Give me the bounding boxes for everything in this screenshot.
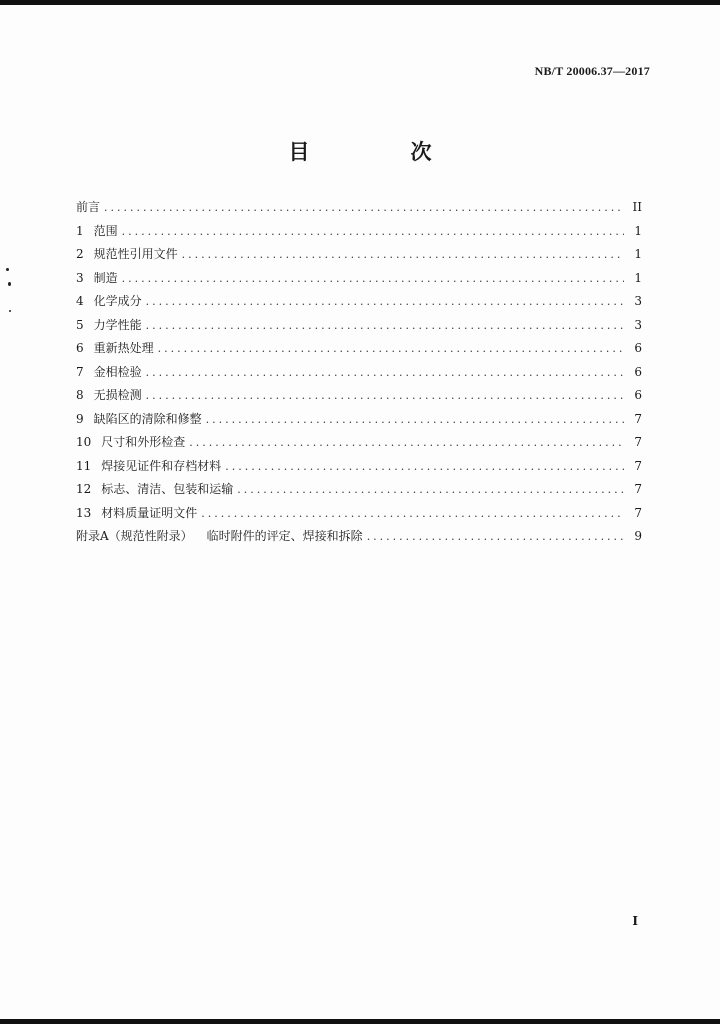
toc-dot-leader — [104, 199, 624, 217]
toc-entry-number: 7 — [76, 364, 84, 379]
toc-entry-defect-removal[interactable] — [76, 410, 642, 434]
toc-entry-label: 材料质量证明文件 — [101, 505, 198, 520]
toc-entry-page: 7 — [634, 435, 642, 449]
toc-entry-number: 2 — [76, 247, 84, 261]
toc-entry-label: 尺寸和外形检查 — [101, 435, 186, 449]
toc-entry-number: 1 — [76, 223, 84, 238]
toc-entry-page: 7 — [634, 411, 642, 426]
toc-dot-leader — [237, 481, 624, 499]
toc-dot-leader — [146, 364, 624, 382]
toc-dot-leader — [189, 434, 624, 452]
toc-dot-leader — [146, 293, 624, 311]
toc-dot-leader — [146, 387, 624, 405]
scan-speck — [6, 268, 9, 271]
toc-entry-page: 1 — [634, 270, 642, 285]
toc-entry-label: 金相检验 — [93, 364, 142, 379]
toc-entry-number: 8 — [76, 388, 84, 402]
toc-entry-label: 临时附件的评定、焊接和拆除 — [206, 529, 363, 543]
toc-entry-page: 7 — [634, 458, 642, 473]
toc-entry-number: 附录A（规范性附录） — [76, 529, 193, 543]
toc-entry-number: 5 — [76, 317, 84, 332]
toc-entry-foreword[interactable] — [76, 198, 642, 222]
toc-entry-number: 3 — [76, 270, 84, 285]
toc-entry-dimension-inspection[interactable] — [76, 433, 642, 457]
toc-entry-label: 力学性能 — [93, 317, 142, 332]
toc-entry-annex-a[interactable] — [76, 527, 642, 551]
toc-entry-marking-packaging[interactable] — [76, 480, 642, 504]
toc-entry-page: 7 — [634, 482, 642, 496]
scan-edge-top — [0, 0, 720, 5]
toc-entry-quality-certificate[interactable] — [76, 504, 642, 528]
scan-edge-bottom — [0, 1019, 720, 1024]
toc-dot-leader — [201, 505, 624, 523]
toc-dot-leader — [225, 458, 624, 476]
toc-entry-metallographic-examination[interactable] — [76, 363, 642, 387]
toc-entry-label: 标志、清洁、包装和运输 — [101, 482, 234, 496]
toc-entry-page: 9 — [634, 529, 642, 543]
toc-entry-scope[interactable] — [76, 222, 642, 246]
scan-speck — [8, 282, 11, 286]
toc-entry-number: 6 — [76, 341, 84, 355]
toc-dot-leader — [367, 528, 624, 546]
scan-speck — [9, 310, 11, 312]
toc-title: 目 次 — [288, 139, 472, 164]
toc-entry-page: II — [632, 200, 642, 214]
toc-entry-number: 4 — [76, 294, 84, 308]
toc-entry-welding-witness[interactable] — [76, 457, 642, 481]
toc-dot-leader — [158, 340, 624, 358]
toc-entry-label: 制造 — [93, 270, 118, 285]
toc-dot-leader — [206, 411, 624, 429]
toc-entry-number: 12 — [76, 482, 92, 496]
toc-dot-leader — [122, 223, 624, 241]
toc-entry-label: 规范性引用文件 — [93, 247, 178, 261]
toc-entry-label: 化学成分 — [93, 294, 142, 308]
toc-dot-leader — [146, 317, 624, 335]
toc-entry-reheat-treatment[interactable] — [76, 339, 642, 363]
toc-entry-label: 缺陷区的清除和修整 — [93, 411, 202, 426]
toc-entry-mechanical-properties[interactable] — [76, 316, 642, 340]
toc-entry-label: 焊接见证件和存档材料 — [101, 458, 222, 473]
toc-entry-page: 3 — [634, 317, 642, 332]
toc-entry-nondestructive-testing[interactable] — [76, 386, 642, 410]
toc-entry-page: 7 — [634, 505, 642, 520]
toc-entry-normative-references[interactable] — [76, 245, 642, 269]
toc-entry-page: 6 — [634, 341, 642, 355]
toc-entry-label: 范围 — [93, 223, 118, 238]
toc-entry-page: 6 — [634, 364, 642, 379]
toc-entry-number: 10 — [76, 435, 92, 449]
table-of-contents — [76, 198, 642, 551]
toc-dot-leader — [122, 270, 624, 288]
toc-entry-number: 9 — [76, 411, 84, 426]
toc-entry-page: 3 — [634, 294, 642, 308]
standard-number: NB/T 20006.37—2017 — [534, 64, 650, 78]
toc-entry-page: 1 — [634, 247, 642, 261]
toc-dot-leader — [182, 246, 624, 264]
toc-entry-manufacture[interactable] — [76, 269, 642, 293]
toc-entry-label: 无损检测 — [93, 388, 142, 402]
toc-entry-page: 6 — [634, 388, 642, 402]
toc-entry-chemical-composition[interactable] — [76, 292, 642, 316]
toc-entry-label: 重新热处理 — [93, 341, 154, 355]
toc-entry-number: 13 — [76, 505, 92, 520]
toc-entry-label: 前言 — [76, 200, 101, 214]
toc-entry-page: 1 — [634, 223, 642, 238]
page-number: I — [632, 914, 638, 928]
toc-entry-number: 11 — [76, 458, 92, 473]
